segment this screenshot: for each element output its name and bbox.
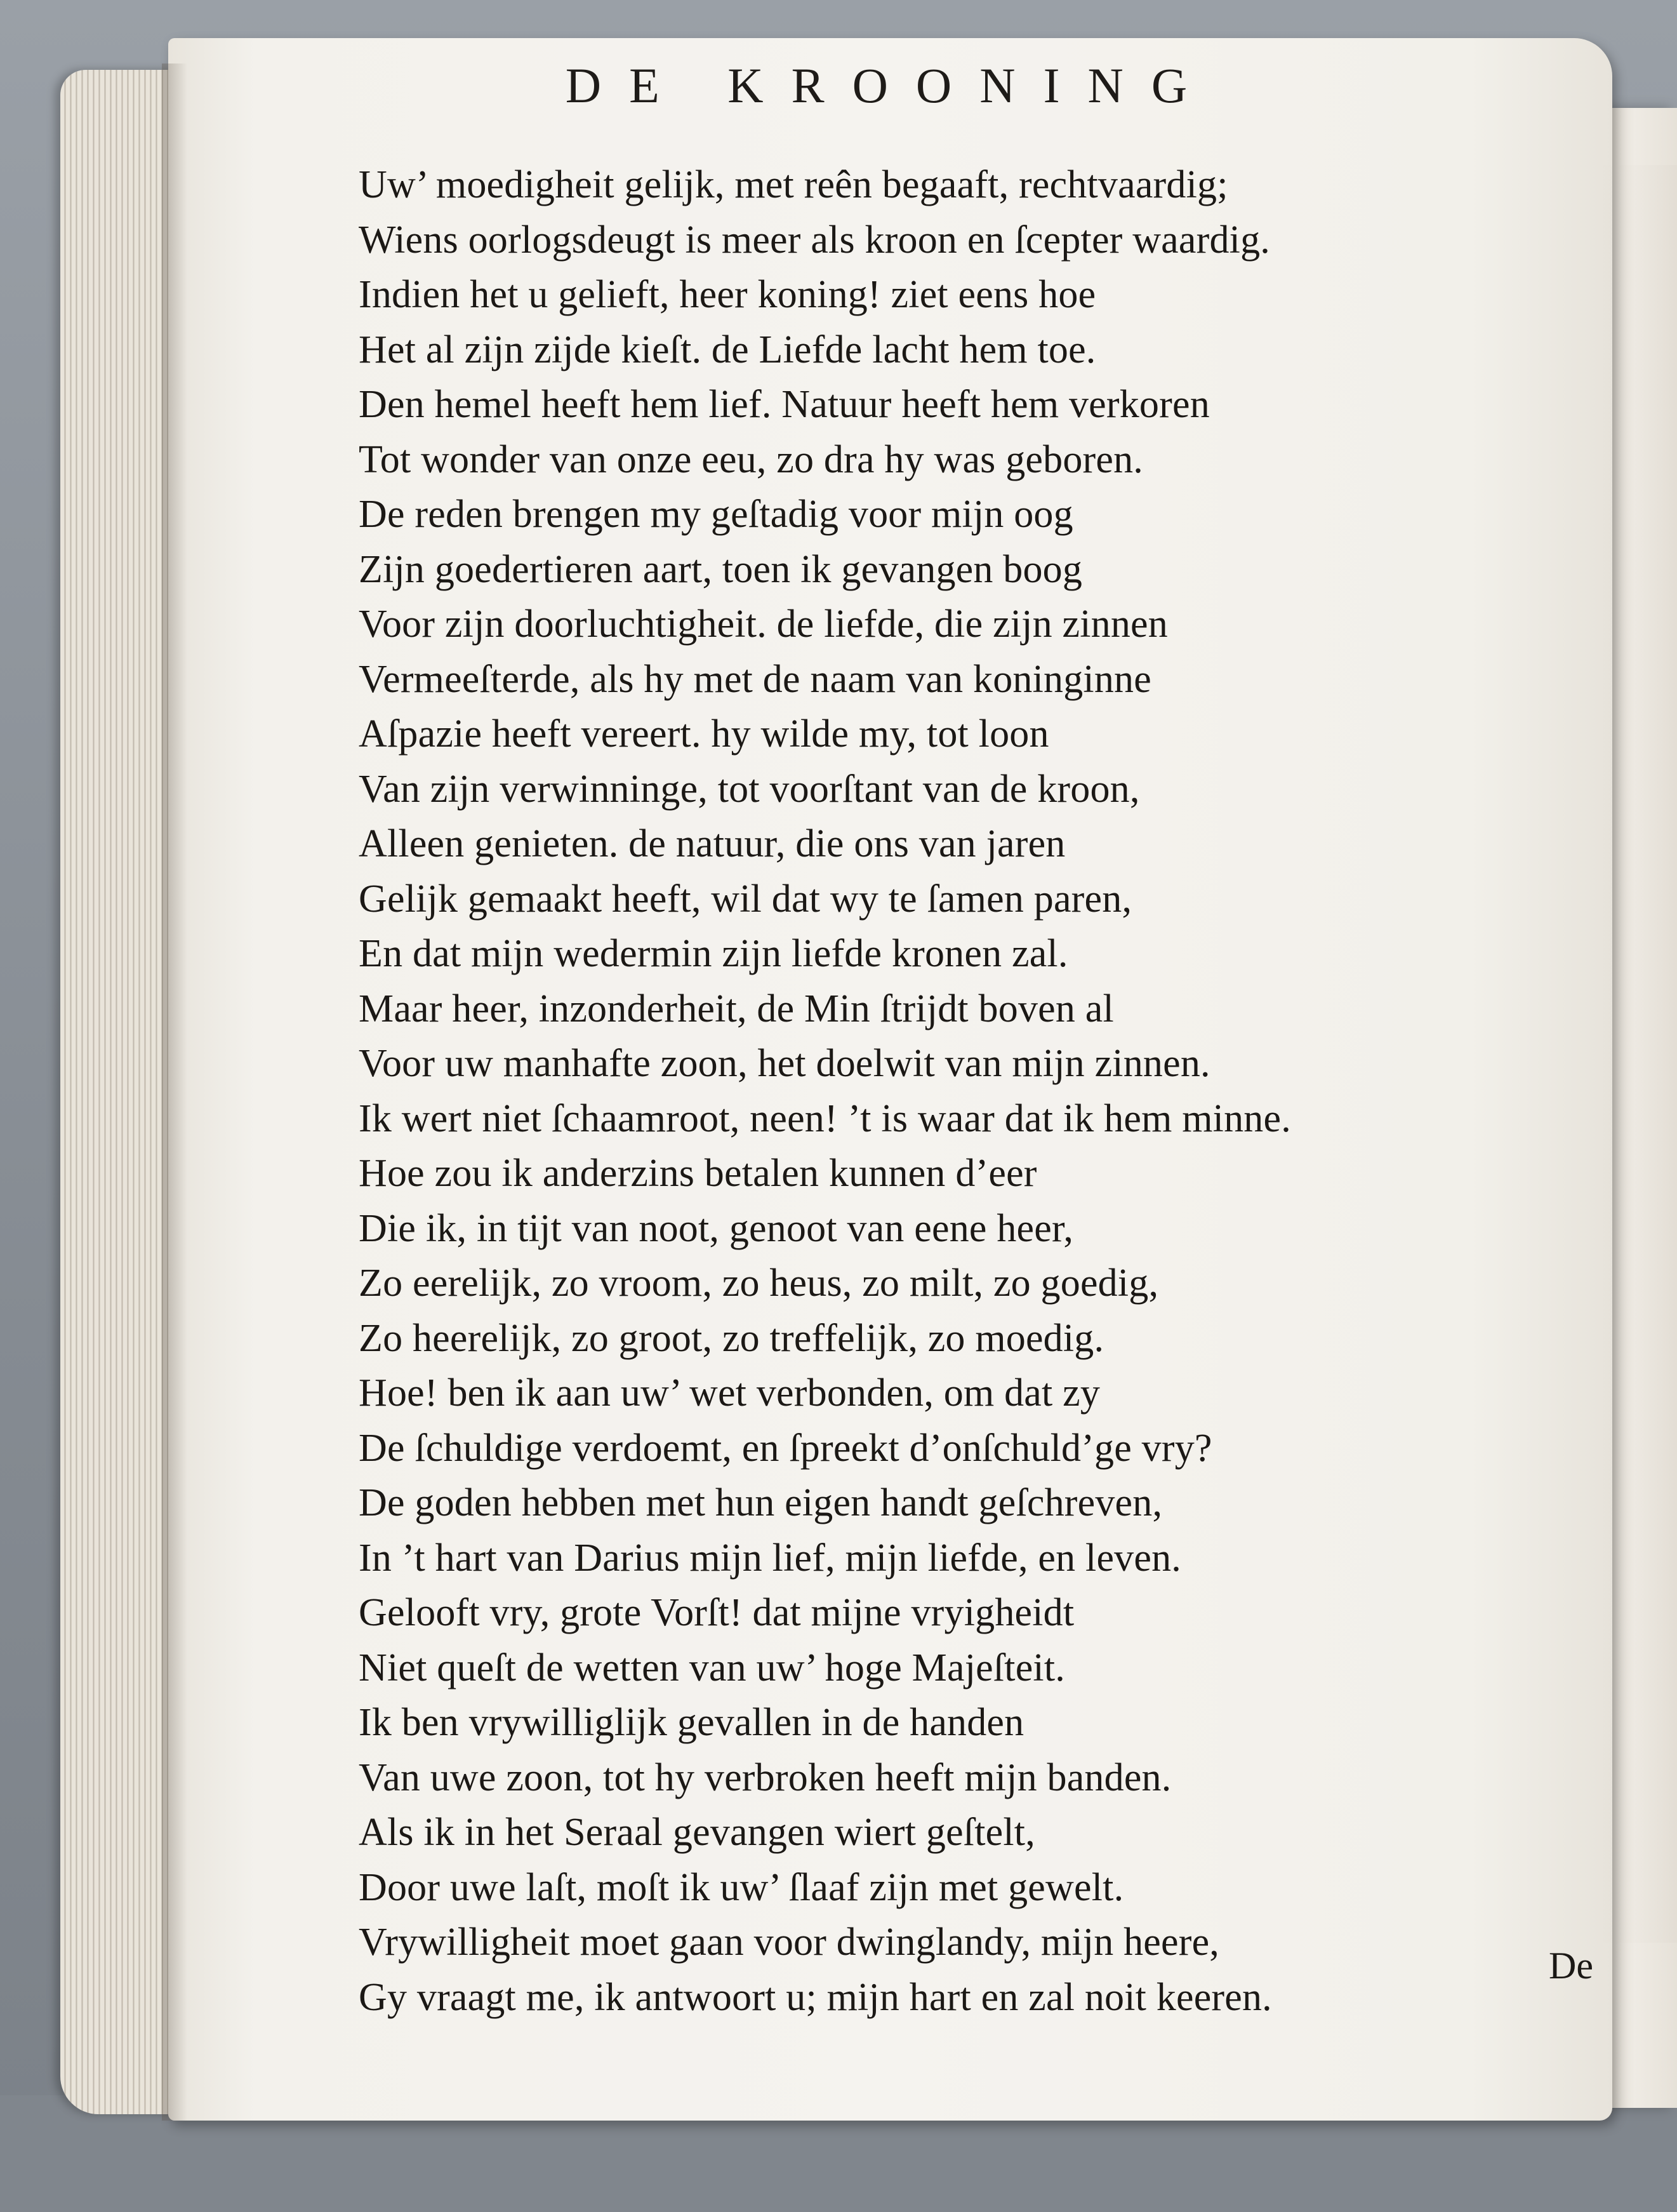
verse-line: Zo heerelijk, zo groot, zo treffelijk, zo moedig.	[359, 1316, 1104, 1360]
verse-line: Indien het u gelieft, heer koning! ziet eens hoe	[359, 273, 1096, 316]
catchword: De	[1549, 1945, 1593, 1987]
verse-line: Voor zijn doorluchtigheit. de liefde, die zijn zinnen	[359, 603, 1168, 646]
verse-line: Vermeeſterde, als hy met de naam van koninginne	[359, 657, 1151, 701]
verse-line: Voor uw manhafte zoon, het doelwit van mijn zinnen.	[359, 1042, 1210, 1085]
verse-line: De ſchuldige verdoemt, en ſpreekt d’onſchuld’ge vry?	[359, 1426, 1212, 1470]
book-page	[168, 38, 1612, 2121]
verse-line: Als ik in het Seraal gevangen wiert geſtelt,	[359, 1811, 1035, 1854]
verse-line: Door uwe laſt, moſt ik uw’ ſlaaf zijn met gewelt.	[359, 1865, 1124, 1909]
verse-line: Tot wonder van onze eeu, zo dra hy was geboren.	[359, 437, 1143, 481]
show-through	[1596, 165, 1677, 1943]
verse-line: Niet queſt de wetten van uw’ hoge Majeſteit.	[359, 1646, 1065, 1689]
verse-line: Uw’ moedigheit gelijk, met reên begaaft, rechtvaardig;	[359, 163, 1228, 206]
verse-line: Gelijk gemaakt heeft, wil dat wy te ſamen paren,	[359, 877, 1132, 921]
verse-line: Van uwe zoon, tot hy verbroken heeft mijn banden.	[359, 1756, 1172, 1799]
verse-line: Wiens oorlogsdeugt is meer als kroon en ſcepter waardig.	[359, 218, 1270, 262]
verse-line: Ik ben vrywilliglijk gevallen in de handen	[359, 1701, 1024, 1744]
verse-line: In ’t hart van Darius mijn lief, mijn liefde, en leven.	[359, 1536, 1181, 1580]
verse-line: Gy vraagt me, ik antwoort u; mijn hart en zal noit keeren.	[359, 1975, 1272, 2019]
verse-line: Hoe! ben ik aan uw’ wet verbonden, om dat zy	[359, 1371, 1101, 1415]
verse-line: Ik wert niet ſchaamroot, neen! ’t is waar dat ik hem minne.	[359, 1096, 1291, 1140]
verse-line: Van zijn verwinninge, tot voorſtant van de kroon,	[359, 767, 1140, 811]
verse-line: Maar heer, inzonderheit, de Min ſtrijdt boven al	[359, 987, 1114, 1030]
verse-line: Die ik, in tijt van noot, genoot van eene heer,	[359, 1206, 1074, 1250]
verse-block	[359, 157, 1596, 2025]
verse-line: Vrywilligheit moet gaan voor dwinglandy, mijn heere,	[359, 1921, 1219, 1964]
verse-line: Zo eerelijk, zo vroom, zo heus, zo milt, zo goedig,	[359, 1262, 1159, 1305]
verse-line: Alleen genieten. de natuur, die ons van jaren	[359, 822, 1066, 865]
verse-line: Gelooft vry, grote Vorſt! dat mijne vryigheidt	[359, 1591, 1075, 1634]
verse-line: Den hemel heeft hem lief. Natuur heeft hem verkoren	[359, 383, 1210, 426]
verse-line: Zijn goedertieren aart, toen ik gevangen boog	[359, 547, 1083, 591]
gutter-shadow	[162, 63, 187, 2121]
running-head: DE KROONING	[565, 58, 1216, 113]
verse-line: Hoe zou ik anderzins betalen kunnen d’eer	[359, 1152, 1037, 1195]
verse-line: Aſpazie heeft vereert. hy wilde my, tot loon	[359, 712, 1049, 756]
verse-line: De reden brengen my geſtadig voor mijn oog	[359, 493, 1073, 536]
verse-line: De goden hebben met hun eigen handt geſchreven,	[359, 1481, 1163, 1524]
verse-line: En dat mijn wedermin zijn liefde kronen zal.	[359, 932, 1068, 975]
verse-line: Het al zijn zijde kieſt. de Liefde lacht hem toe.	[359, 328, 1096, 371]
